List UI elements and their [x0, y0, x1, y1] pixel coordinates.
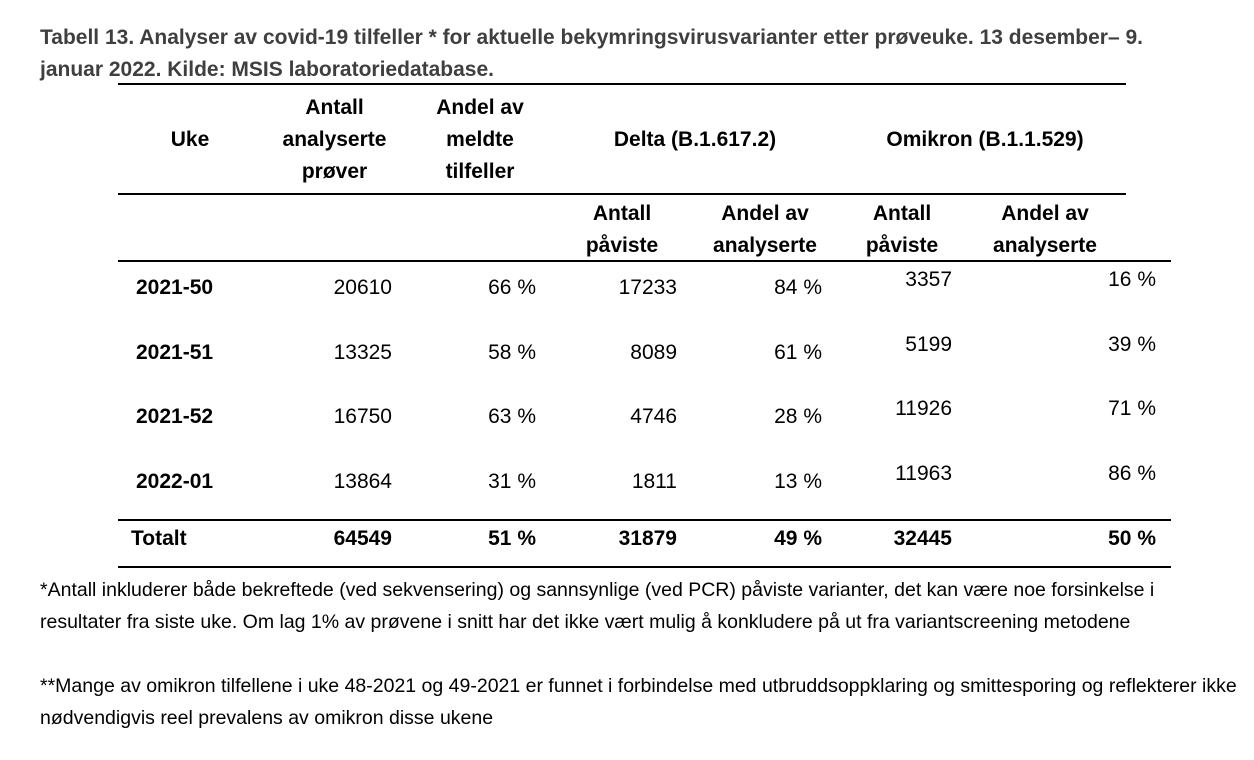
row-omikron-andel: 71 %	[1108, 397, 1156, 420]
total-delta-antall: 31879	[618, 527, 677, 550]
row-antall: 20610	[333, 276, 392, 299]
subheader-omikron-andel	[980, 198, 1110, 262]
row-andel: 63 %	[488, 405, 536, 428]
header-delta: Delta (B.1.617.2)	[613, 128, 777, 151]
subheader-line: analyserte	[993, 234, 1097, 257]
row-antall: 13864	[333, 470, 392, 493]
header-antall-line1: Antall	[305, 96, 364, 119]
total-label: Totalt	[131, 527, 187, 550]
total-omikron-antall: 32445	[893, 527, 952, 550]
header-antall-line2: analyserte	[282, 128, 387, 151]
header-uke: Uke	[170, 128, 210, 151]
table-bottom-rule	[118, 566, 1171, 568]
total-andel: 51 %	[488, 527, 536, 550]
total-omikron-andel: 50 %	[1108, 527, 1156, 550]
subheader-line: påviste	[865, 234, 939, 257]
header-andel-line3: tilfeller	[445, 160, 515, 183]
footnote-2: **Mange av omikron tilfellene i uke 48-2021 og 49-2021 er funnet i forbindelse med utbruddsoppklaring og smittesporing og reflekterer ikke nødvendigvis reel prevalens av omikron disse ukene	[40, 675, 1237, 729]
header-andel-meldte	[410, 92, 550, 188]
row-omikron-andel: 16 %	[1108, 268, 1156, 291]
row-andel: 31 %	[488, 470, 536, 493]
row-omikron-antall: 11963	[895, 462, 952, 485]
row-delta-antall: 17233	[618, 276, 677, 299]
row-antall: 16750	[333, 405, 392, 428]
row-uke: 2021-52	[136, 405, 214, 428]
total-antall: 64549	[333, 527, 392, 550]
header-antall-analyserte	[262, 92, 407, 188]
header-omikron: Omikron (B.1.1.529)	[886, 128, 1084, 151]
subheader-delta-antall	[572, 198, 672, 262]
row-omikron-antall: 5199	[905, 333, 952, 356]
row-omikron-antall: 3357	[905, 268, 952, 291]
subheader-line: Andel av	[721, 202, 809, 225]
row-omikron-antall: 11926	[895, 397, 952, 420]
row-delta-antall: 8089	[630, 341, 677, 364]
subheader-line: Antall	[872, 202, 932, 225]
subheader-line: analyserte	[713, 234, 817, 257]
header-antall-line3: prøver	[301, 160, 368, 183]
subheader-line: Antall	[592, 202, 652, 225]
row-delta-antall: 4746	[630, 405, 677, 428]
row-uke: 2021-50	[136, 276, 214, 299]
row-delta-andel: 61 %	[774, 341, 822, 364]
row-omikron-andel: 86 %	[1108, 462, 1156, 485]
total-top-rule	[118, 519, 1171, 521]
header-rule	[118, 193, 1126, 195]
total-delta-andel: 49 %	[774, 527, 822, 550]
row-delta-andel: 13 %	[774, 470, 822, 493]
subheader-omikron-antall	[852, 198, 952, 262]
row-uke: 2021-51	[136, 341, 214, 364]
subheader-line: Andel av	[1001, 202, 1089, 225]
table-caption: Tabell 13. Analyser av covid-19 tilfeller * for aktuelle bekymringsvirusvarianter etter prøveuke. 13 desember– 9. januar 2022. Kilde: MSIS laboratoriedatabase.	[40, 26, 1144, 81]
row-delta-andel: 84 %	[774, 276, 822, 299]
table-top-rule	[118, 83, 1126, 85]
header-andel-line2: meldte	[446, 128, 514, 151]
row-andel: 58 %	[488, 341, 536, 364]
header-andel-line1: Andel av	[436, 96, 524, 119]
row-omikron-andel: 39 %	[1108, 333, 1156, 356]
row-andel: 66 %	[488, 276, 536, 299]
row-antall: 13325	[333, 341, 392, 364]
row-uke: 2022-01	[136, 470, 214, 493]
row-delta-antall: 1811	[631, 470, 677, 493]
row-delta-andel: 28 %	[774, 405, 822, 428]
subheader-line: påviste	[585, 234, 659, 257]
subheader-delta-andel	[700, 198, 830, 262]
footnote-1: *Antall inkluderer både bekreftede (ved sekvensering) og sannsynlige (ved PCR) påviste varianter, det kan være noe forsinkelse i resultater fra siste uke. Om lag 1% av prøvene i snitt har det ikke vært mulig å konkludere på ut fra variantscreening metodene	[40, 579, 1155, 633]
